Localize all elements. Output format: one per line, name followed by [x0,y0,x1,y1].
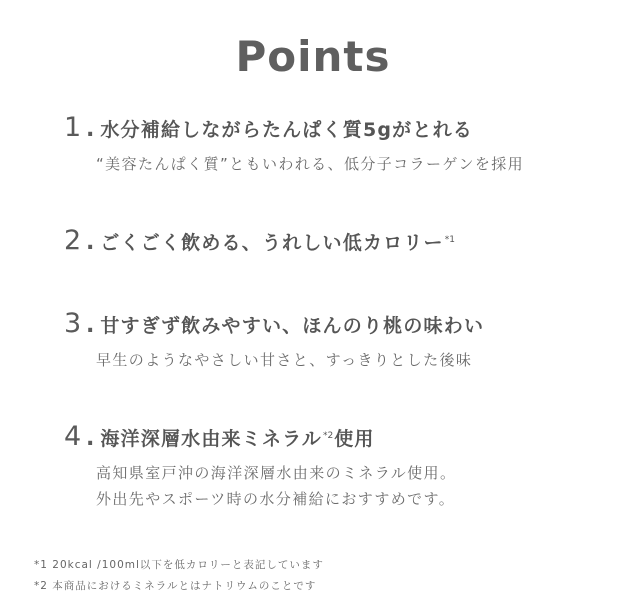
point-2 [64,225,594,256]
point-2-number: 2 [64,225,82,256]
point-1-dot: . [86,117,95,142]
point-3-heading [64,308,594,339]
page-title: Points [235,32,391,81]
point-4-dot: . [86,426,95,451]
point-2-dot: . [86,230,95,255]
point-4-footnote-mark: *2 [323,430,334,441]
point-3-title: 甘すぎず飲みやすい、ほんのり桃の味わい [100,315,485,337]
point-4 [64,421,594,512]
footnote-2: *2 本商品におけるミネラルとはナトリウムのことです [34,580,317,592]
point-4-title: 海洋深層水由来ミネラル [100,428,322,450]
point-4-description [96,460,594,512]
point-4-desc-line-2: 外出先やスポーツ時の水分補給におすすめです。 [96,490,456,508]
point-1-title: 水分補給しながらたんぱく質5gがとれる [100,119,473,141]
point-3-dot: . [86,313,95,338]
point-1-heading [64,112,594,143]
point-4-desc-line-1: 高知県室戸沖の海洋深層水由来のミネラル使用。 [96,464,457,482]
point-4-title-suffix: 使用 [334,428,375,450]
point-3 [64,308,594,373]
point-1-desc-line: “美容たんぱく質”ともいわれる、低分子コラーゲンを採用 [96,155,525,173]
point-4-title-wrap [100,424,374,451]
point-3-number: 3 [64,308,82,339]
point-2-footnote-mark: *1 [444,234,455,245]
point-2-heading [64,225,594,256]
point-4-number: 4 [64,421,82,452]
point-4-heading [64,421,594,452]
point-3-desc-line: 早生のようなやさしい甘さと、すっきりとした後味 [96,351,473,369]
point-1-number: 1 [64,112,82,143]
point-3-description [96,347,594,373]
point-2-title: ごくごく飲める、うれしい低カロリー [100,232,444,254]
footnote-1: *1 20kcal /100ml以下を低カロリーと表記しています [34,559,324,571]
point-1-description [96,151,594,177]
point-1 [64,112,594,177]
point-2-title-wrap [100,228,456,255]
